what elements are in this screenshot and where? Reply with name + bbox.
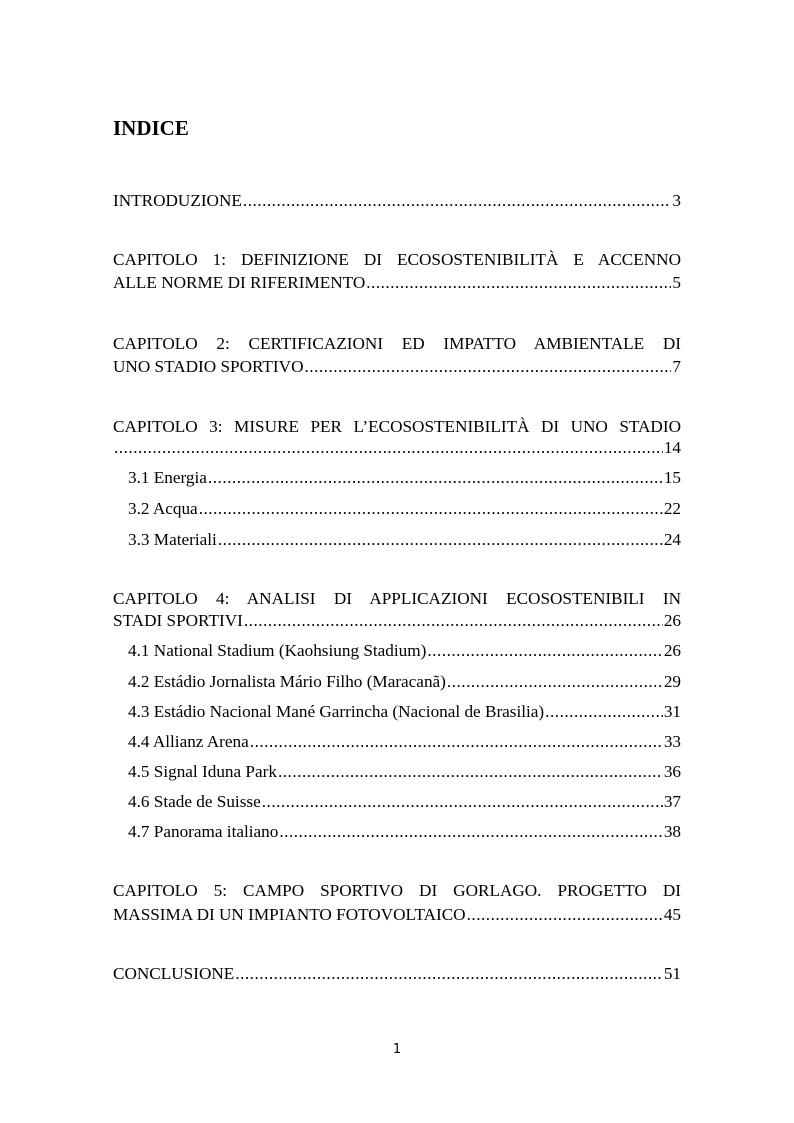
- toc-page-number: 26: [663, 611, 681, 630]
- toc-entry-capitolo-1[interactable]: [113, 272, 681, 294]
- toc-entry-capitolo-2[interactable]: [113, 356, 681, 378]
- dot-leader: [545, 701, 663, 723]
- toc-entry-4-7[interactable]: [128, 821, 681, 843]
- toc-entry-4-3[interactable]: [128, 701, 681, 723]
- toc-entry-capitolo-1-line1[interactable]: CAPITOLO 1: DEFINIZIONE DI ECOSOSTENIBILITÀ E ACCENNO: [113, 250, 681, 269]
- page-number-footer: 1: [392, 1042, 402, 1057]
- toc-page-number: 14: [663, 438, 681, 457]
- dot-leader: [304, 356, 671, 378]
- toc-label: INTRODUZIONE: [113, 191, 242, 210]
- toc-page-number: 51: [663, 964, 681, 983]
- toc-entry-3-2[interactable]: [128, 498, 681, 520]
- toc-entry-4-2[interactable]: [128, 671, 681, 693]
- toc-entry-4-1[interactable]: [128, 640, 681, 662]
- toc-label: MASSIMA DI UN IMPIANTO FOTOVOLTAICO: [113, 905, 466, 924]
- toc-entry-capitolo-4[interactable]: [113, 610, 681, 632]
- dot-leader: [427, 640, 662, 662]
- toc-entry-capitolo-5[interactable]: [113, 904, 681, 926]
- toc-page-number: 5: [672, 273, 681, 292]
- dot-leader: [235, 963, 663, 985]
- toc-label: 4.6 Stade de Suisse: [128, 792, 261, 811]
- dot-leader: [244, 610, 663, 632]
- toc-page-number: 22: [663, 499, 681, 518]
- dot-leader: [218, 529, 663, 551]
- toc-label: 4.3 Estádio Nacional Mané Garrincha (Nacional de Brasilia): [128, 702, 545, 721]
- dot-leader: [366, 272, 671, 294]
- toc-entry-capitolo-4-line1[interactable]: CAPITOLO 4: ANALISI DI APPLICAZIONI ECOSOSTENIBILI IN: [113, 589, 681, 608]
- dot-leader: [243, 190, 672, 212]
- toc-label: UNO STADIO SPORTIVO: [113, 357, 304, 376]
- toc-page-number: 29: [663, 672, 681, 691]
- toc-label: 4.7 Panorama italiano: [128, 822, 279, 841]
- toc-label: 4.1 National Stadium (Kaohsiung Stadium): [128, 641, 427, 660]
- dot-leader: [279, 821, 662, 843]
- toc-entry-introduzione[interactable]: [113, 190, 681, 212]
- toc-label: 3.3 Materiali: [128, 530, 217, 549]
- toc-page-number: 38: [663, 822, 681, 841]
- dot-leader: [250, 731, 663, 753]
- toc-page-number: 15: [663, 468, 681, 487]
- toc-label: 3.2 Acqua: [128, 499, 198, 518]
- toc-label: 3.1 Energia: [128, 468, 207, 487]
- toc-page-number: 26: [663, 641, 681, 660]
- toc-page-number: 33: [663, 732, 681, 751]
- page-title: INDICE: [113, 116, 189, 140]
- toc-page-number: 31: [663, 702, 681, 721]
- toc-entry-capitolo-2-line1[interactable]: CAPITOLO 2: CERTIFICAZIONI ED IMPATTO AMBIENTALE DI: [113, 334, 681, 353]
- toc-page-number: 7: [672, 357, 681, 376]
- toc-entry-capitolo-3[interactable]: [113, 437, 681, 459]
- dot-leader: [262, 791, 663, 813]
- toc-page-number: 3: [672, 191, 681, 210]
- toc-entry-3-1[interactable]: [128, 467, 681, 489]
- toc-entry-capitolo-3-line1[interactable]: CAPITOLO 3: MISURE PER L’ECOSOSTENIBILITÀ DI UNO STADIO: [113, 417, 681, 436]
- toc-entry-4-4[interactable]: [128, 731, 681, 753]
- dot-leader: [208, 467, 663, 489]
- toc-label: ALLE NORME DI RIFERIMENTO: [113, 273, 366, 292]
- toc-label: STADI SPORTIVI: [113, 611, 243, 630]
- dot-leader: [199, 498, 663, 520]
- toc-entry-4-5[interactable]: [128, 761, 681, 783]
- toc-entry-3-3[interactable]: [128, 529, 681, 551]
- toc-entry-4-6[interactable]: [128, 791, 681, 813]
- toc-label: 4.4 Allianz Arena: [128, 732, 249, 751]
- toc-label: 4.2 Estádio Jornalista Mário Filho (Maracanã): [128, 672, 446, 691]
- toc-page-number: 45: [663, 905, 681, 924]
- toc-entry-conclusione[interactable]: [113, 963, 681, 985]
- dot-leader: [447, 671, 663, 693]
- dot-leader: [467, 904, 663, 926]
- dot-leader: [278, 761, 663, 783]
- toc-label: CONCLUSIONE: [113, 964, 235, 983]
- toc-label: 4.5 Signal Iduna Park: [128, 762, 277, 781]
- toc-entry-capitolo-5-line1[interactable]: CAPITOLO 5: CAMPO SPORTIVO DI GORLAGO. PROGETTO DI: [113, 881, 681, 900]
- dot-leader: [114, 437, 663, 459]
- toc-page-number: 24: [663, 530, 681, 549]
- toc-page-number: 37: [663, 792, 681, 811]
- toc-page-number: 36: [663, 762, 681, 781]
